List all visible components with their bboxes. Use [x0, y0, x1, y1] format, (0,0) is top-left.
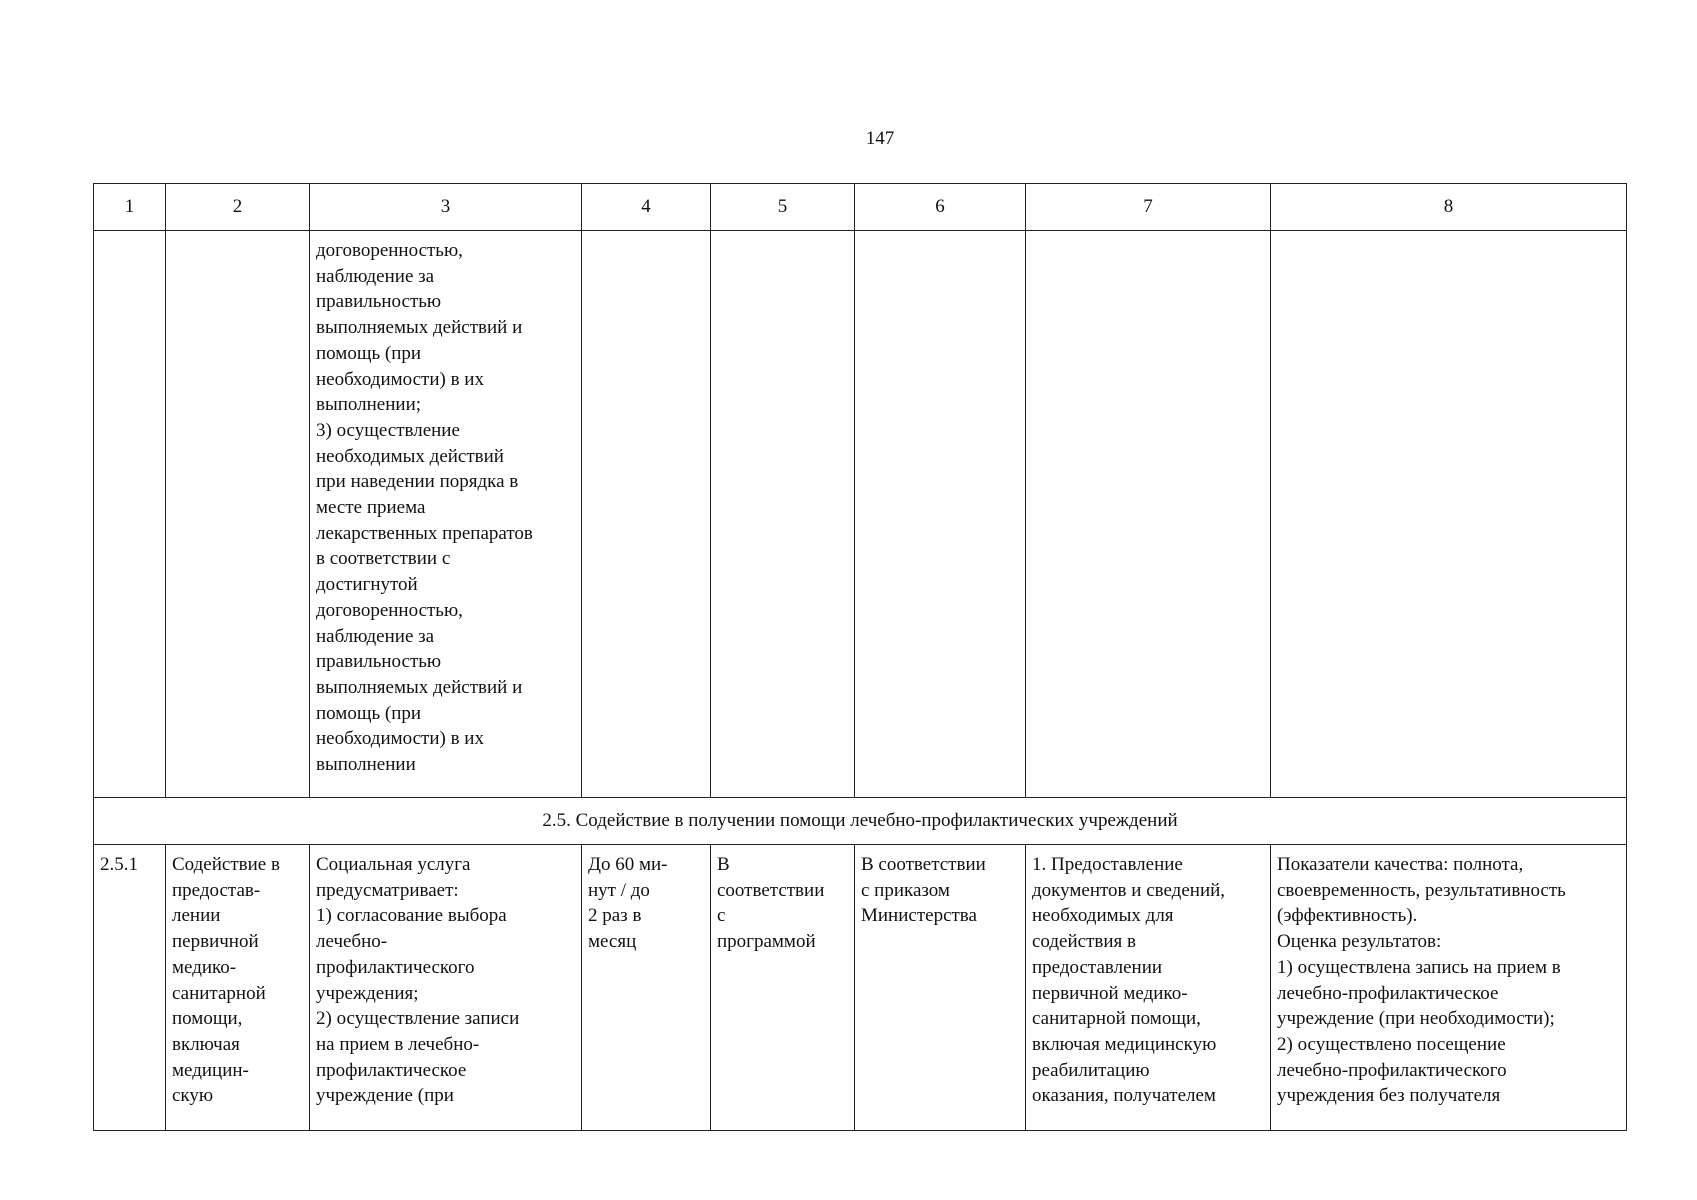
table-row — [94, 845, 1627, 1131]
table-cell — [1026, 231, 1271, 798]
page-number: 147 — [865, 128, 895, 149]
table-cell — [1271, 231, 1627, 798]
section-title: 2.5. Содействие в получении помощи лечебно-профилактических учреждений — [94, 798, 1627, 845]
cell-duration: До 60 ми- нут / до 2 раз в месяц — [582, 845, 711, 1131]
table-cell — [582, 231, 711, 798]
column-header: 1 — [94, 184, 166, 231]
section-header-row — [94, 798, 1627, 845]
column-header: 4 — [582, 184, 711, 231]
table-row-continuation — [94, 231, 1627, 798]
table-cell-service-content: договоренностью, наблюдение за правильностью выполняемых действий и помощь (при необходимости) в их выполнении; 3) осуществление необходимых действий при наведении порядка в месте приема лекарственных препаратов в соответствии с достигнутой договоренностью, наблюдение за правильностью выполняемых действий и помощь (при необходимости) в их выполнении — [310, 231, 582, 798]
cell-tariff: В соответствии с приказом Министерства — [855, 845, 1026, 1131]
column-header: 5 — [711, 184, 855, 231]
column-header: 3 — [310, 184, 582, 231]
cell-service-content: Социальная услуга предусматривает: 1) согласование выбора лечебно- профилактического учреждения; 2) осуществление записи на прием в лечебно- профилактическое учреждение (при — [310, 845, 582, 1131]
cell-service-name: Содействие в предостав- лении первичной медико- санитарной помощи, включая медицин- скую — [166, 845, 310, 1131]
cell-periodicity: В соответствии с программой — [711, 845, 855, 1131]
cell-conditions: 1. Предоставление документов и сведений, необходимых для содействия в предоставлении первичной медико- санитарной помощи, включая медицинскую реабилитацию оказания, получателем — [1026, 845, 1271, 1131]
column-header: 2 — [166, 184, 310, 231]
column-header: 6 — [855, 184, 1026, 231]
table-cell — [166, 231, 310, 798]
services-table — [93, 183, 1627, 1131]
column-header: 7 — [1026, 184, 1271, 231]
table-cell — [711, 231, 855, 798]
cell-quality-indicators: Показатели качества: полнота, своевременность, результативность (эффективность). Оценка результатов: 1) осуществлена запись на прием в лечебно-профилактическое учреждение (при необходимости); 2) осуществлено посещение лечебно-профилактического учреждения без получателя — [1271, 845, 1627, 1131]
column-header: 8 — [1271, 184, 1627, 231]
cell-number: 2.5.1 — [94, 845, 166, 1131]
table-header-row — [94, 184, 1627, 231]
table-cell — [855, 231, 1026, 798]
table-cell — [94, 231, 166, 798]
